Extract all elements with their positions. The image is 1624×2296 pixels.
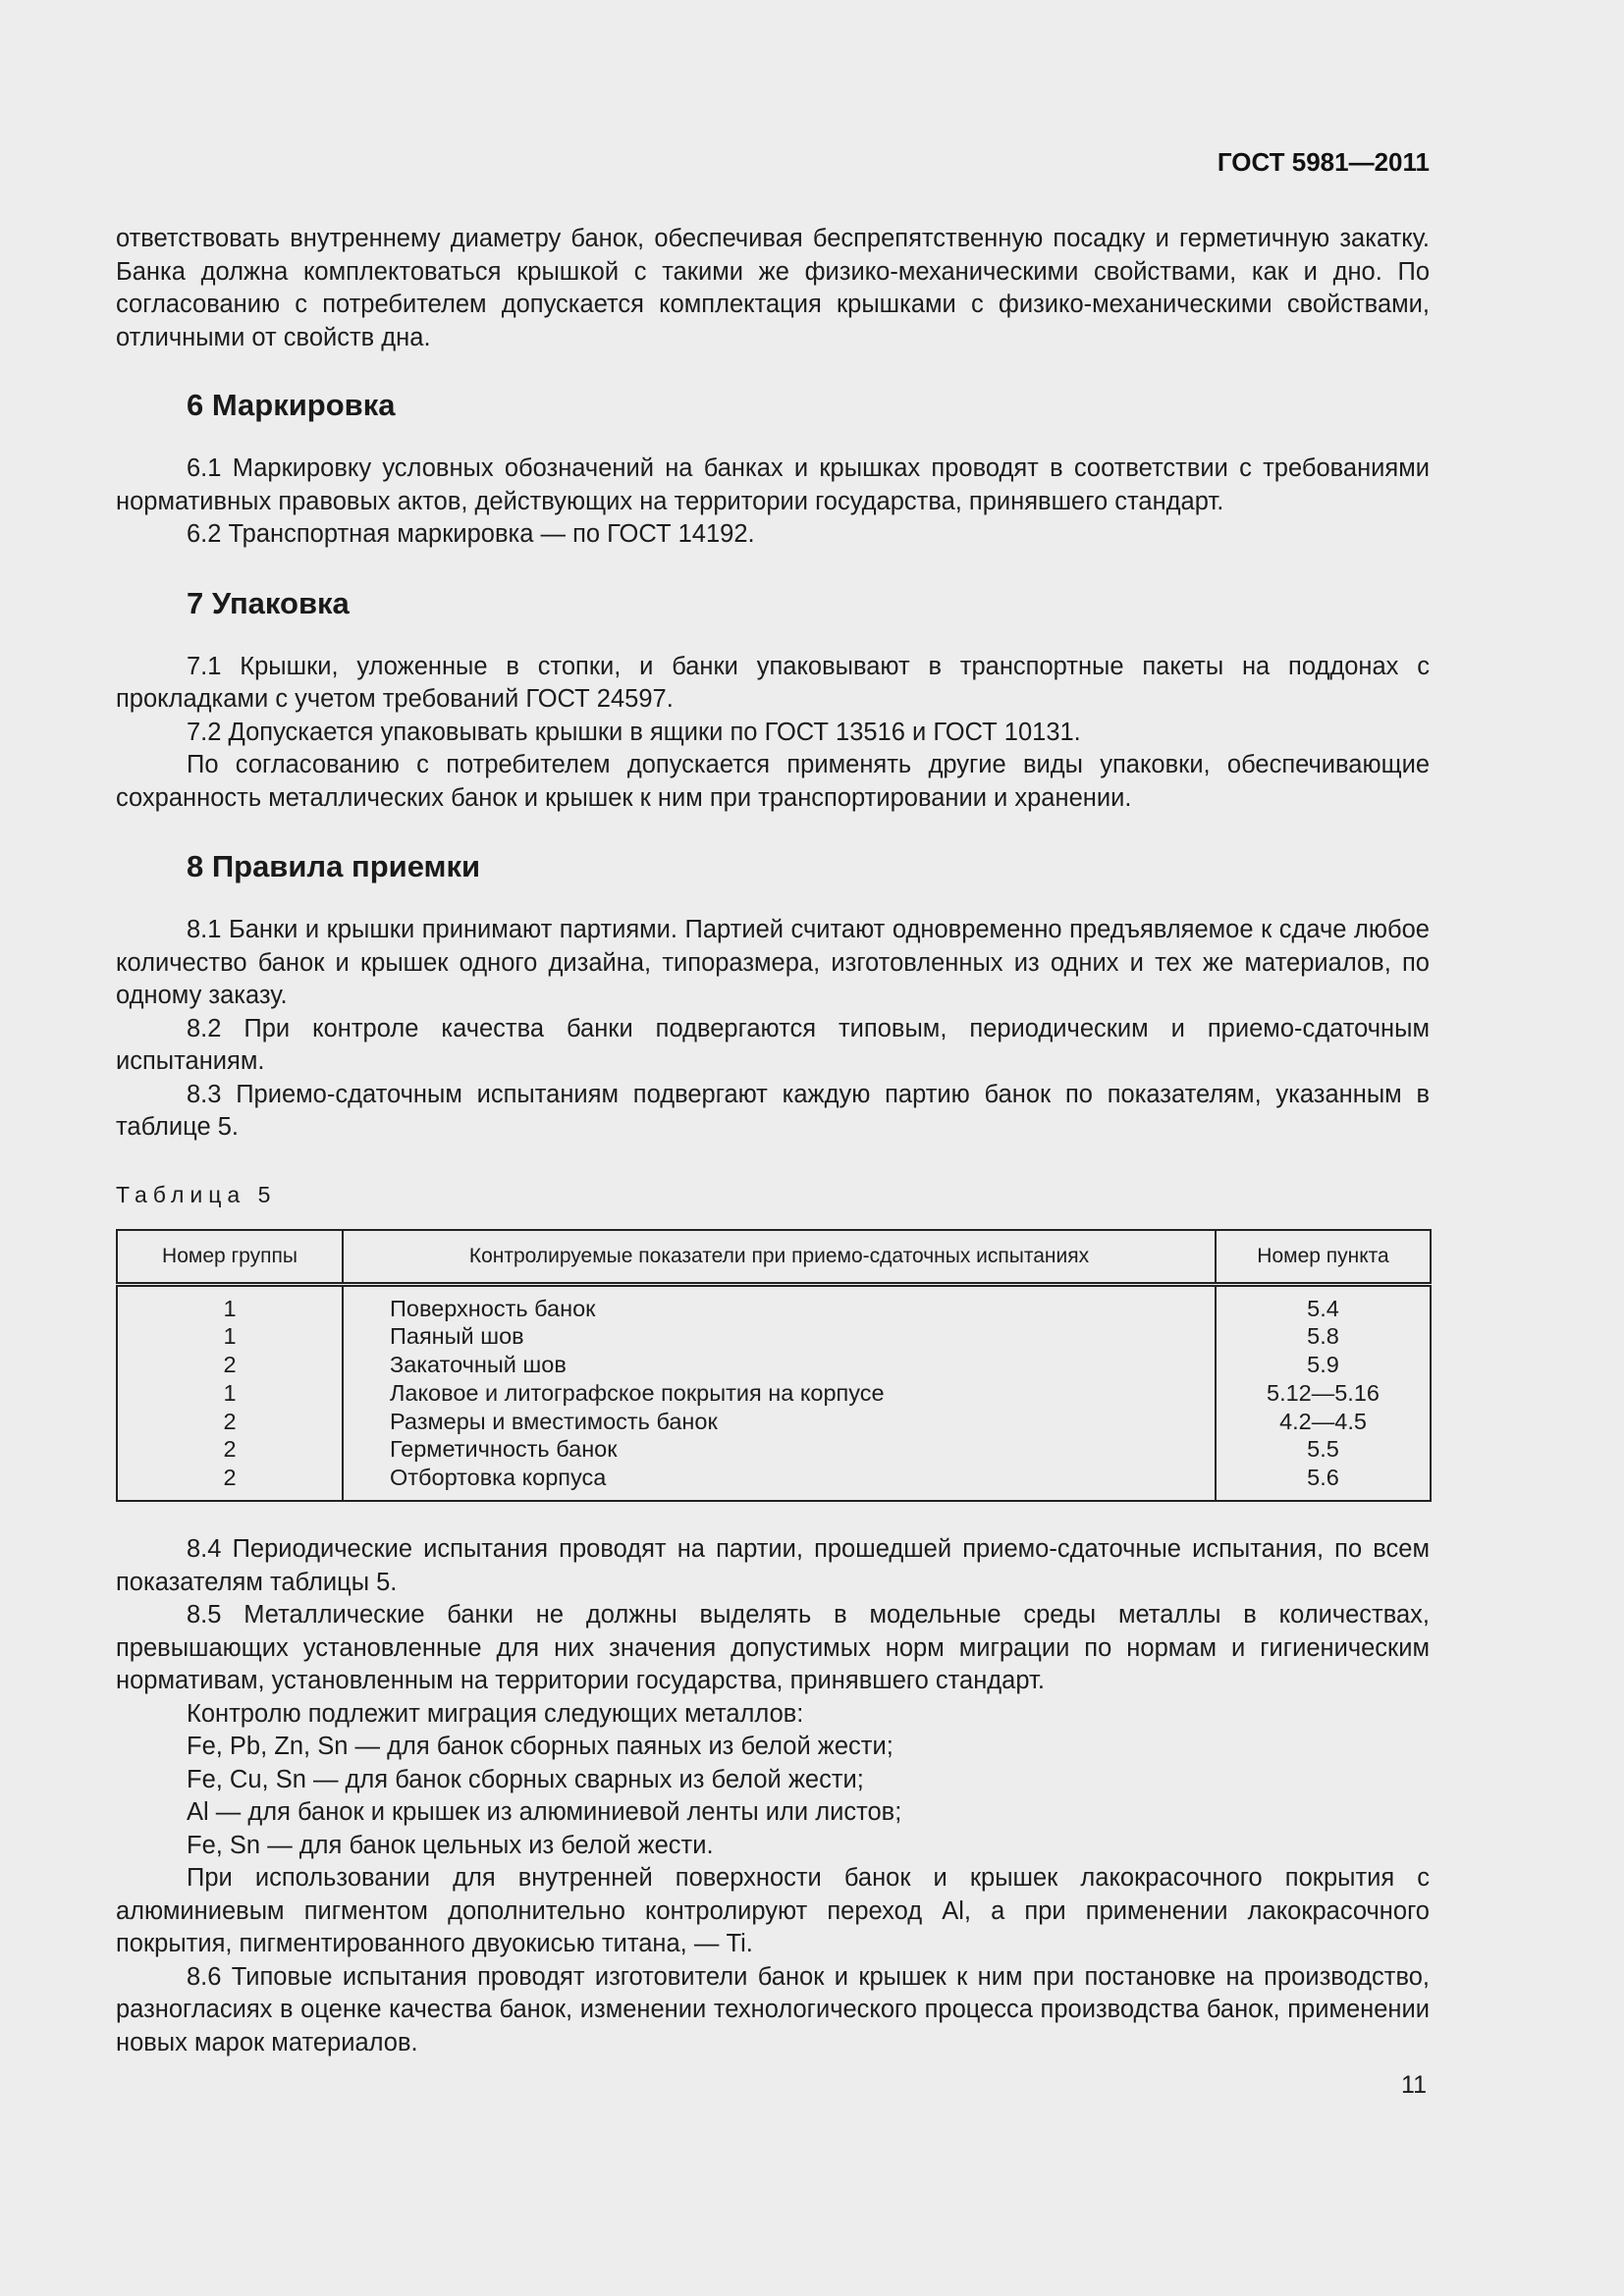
cell-clause: 5.12—5.16 <box>1216 1379 1431 1408</box>
paragraph-metals-soldered: Fe, Pb, Zn, Sn — для банок сборных паяных из белой жести; <box>187 1733 893 1761</box>
cell-group: 2 <box>117 1464 343 1501</box>
table-5 <box>116 1229 1432 1503</box>
page-number: 11 <box>1401 2071 1427 2099</box>
table-row <box>117 1284 1431 1322</box>
cell-clause: 4.2—4.5 <box>1216 1408 1431 1436</box>
cell-clause: 5.9 <box>1216 1351 1431 1379</box>
cell-clause: 5.5 <box>1216 1435 1431 1464</box>
cell-indicator: Лаковое и литографское покрытия на корпусе <box>343 1379 1216 1408</box>
cell-group: 1 <box>117 1284 343 1322</box>
header-clause-number: Номер пункта <box>1216 1230 1431 1285</box>
table-row <box>117 1408 1431 1436</box>
cell-indicator: Поверхность банок <box>343 1284 1216 1322</box>
table-header-row <box>117 1230 1431 1285</box>
page-content <box>116 223 1430 2059</box>
table-5-caption: Таблица 5 <box>116 1181 277 1207</box>
paragraph-6-1: 6.1 Маркировку условных обозначений на банках и крышках проводят в соответствии с требованиями нормативных правовых актов, действующих на территории государства, принявшего стандарт. <box>116 454 1430 515</box>
paragraph-6-2: 6.2 Транспортная маркировка — по ГОСТ 14192. <box>187 520 755 548</box>
section-6-title: 6 Маркировка <box>187 388 396 422</box>
cell-indicator: Закаточный шов <box>343 1351 1216 1379</box>
cell-indicator: Отбортовка корпуса <box>343 1464 1216 1501</box>
paragraph-8-4: 8.4 Периодические испытания проводят на партии, прошедшей приемо-сдаточные испытания, по всем показателям таблицы 5. <box>116 1535 1430 1596</box>
cell-indicator: Герметичность банок <box>343 1435 1216 1464</box>
table-row <box>117 1435 1431 1464</box>
intro-paragraph: ответствовать внутреннему диаметру банок, обеспечивая беспрепятственную посадку и герметичную закатку. Банка должна комплектоваться крышкой с такими же физико-механическими свойствами, как и дно. По согласованию с потребителем допускается комплектация крышками с физико-механическими свойствами, отличными от свойств дна. <box>116 225 1430 351</box>
paragraph-8-3: 8.3 Приемо-сдаточным испытаниям подвергают каждую партию банок по показателям, указанным в таблице 5. <box>116 1080 1430 1141</box>
cell-clause: 5.8 <box>1216 1322 1431 1351</box>
table-row <box>117 1379 1431 1408</box>
section-8-title: 8 Правила приемки <box>187 849 481 883</box>
cell-indicator: Размеры и вместимость банок <box>343 1408 1216 1436</box>
paragraph-7-3: По согласованию с потребителем допускается применять другие виды упаковки, обеспечивающие сохранность металлических банок и крышек к ним при транспортировании и хранении. <box>116 751 1430 812</box>
paragraph-8-1: 8.1 Банки и крышки принимают партиями. Партией считают одновременно предъявляемое к сдаче любое количество банок и крышек одного дизайна, типоразмера, изготовленных из одних и тех же материалов, по одному заказу. <box>116 916 1430 1009</box>
header-indicators: Контролируемые показатели при приемо-сдаточных испытаниях <box>343 1230 1216 1285</box>
paragraph-metals-seamless: Fe, Sn — для банок цельных из белой жести. <box>187 1831 714 1859</box>
paragraph-metals-aluminium: Al — для банок и крышек из алюминиевой ленты или листов; <box>187 1798 902 1827</box>
paragraph-metals-intro: Контролю подлежит миграция следующих металлов: <box>187 1699 804 1728</box>
paragraph-8-6: 8.6 Типовые испытания проводят изготовители банок и крышек к ним при постановке на производство, разногласиях в оценке качества банок, изменении технологического процесса производства банок, применении новых марок материалов. <box>116 1962 1430 2056</box>
table-row <box>117 1322 1431 1351</box>
table-row <box>117 1351 1431 1379</box>
table-row <box>117 1464 1431 1501</box>
cell-group: 2 <box>117 1408 343 1436</box>
standard-header: ГОСТ 5981—2011 <box>1217 147 1430 177</box>
paragraph-metals-welded: Fe, Cu, Sn — для банок сборных сварных из белой жести; <box>187 1765 864 1793</box>
header-group-number: Номер группы <box>117 1230 343 1285</box>
paragraph-7-1: 7.1 Крышки, уложенные в стопки, и банки упаковывают в транспортные пакеты на поддонах с прокладками с учетом требований ГОСТ 24597. <box>116 652 1430 713</box>
cell-group: 1 <box>117 1379 343 1408</box>
paragraph-8-5: 8.5 Металлические банки не должны выделять в модельные среды металлы в количествах, превышающих установленные для них значения допустимых норм миграции по нормам и гигиеническим нормативам, установленным на территории государства, принявшего стандарт. <box>116 1601 1430 1695</box>
paragraph-coating: При использовании для внутренней поверхности банок и крышек лакокрасочного покрытия с алюминиевым пигментом дополнительно контролируют переход Al, а при применении лакокрасочного покрытия, пигментированного двуокисью титана, — Ti. <box>116 1864 1430 1958</box>
cell-clause: 5.6 <box>1216 1464 1431 1501</box>
paragraph-8-2: 8.2 При контроле качества банки подвергаются типовым, периодическим и приемо-сдаточным испытаниям. <box>116 1014 1430 1075</box>
cell-indicator: Паяный шов <box>343 1322 1216 1351</box>
paragraph-7-2: 7.2 Допускается упаковывать крышки в ящики по ГОСТ 13516 и ГОСТ 10131. <box>187 718 1081 746</box>
cell-group: 1 <box>117 1322 343 1351</box>
cell-clause: 5.4 <box>1216 1284 1431 1322</box>
section-7-title: 7 Упаковка <box>187 585 350 620</box>
cell-group: 2 <box>117 1351 343 1379</box>
cell-group: 2 <box>117 1435 343 1464</box>
